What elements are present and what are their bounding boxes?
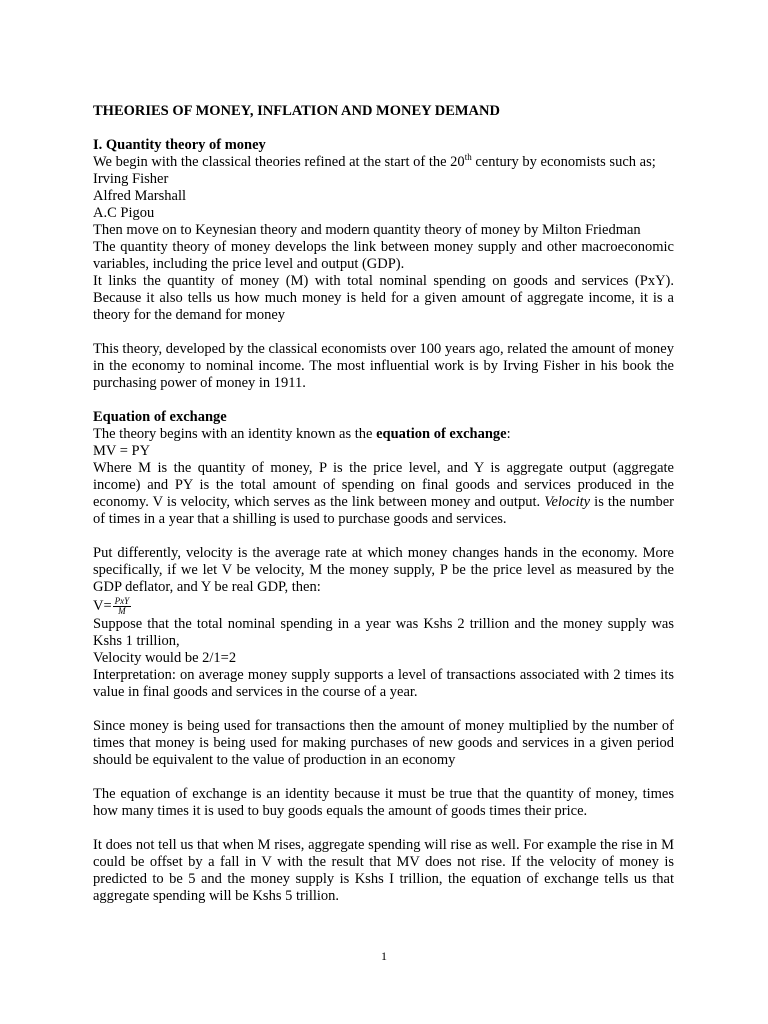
paragraph-links-quantity: It links the quantity of money (M) with total nominal spending on goods and services (PxY). Because it also tells us how much money is held for a given amount of aggregate income, it is a theory for the demand for money	[93, 273, 674, 323]
paragraph-put-differently: Put differently, velocity is the average rate at which money changes hands in the economy. More specifically, if we let V be velocity, M the money supply, P be the price level as measured by the GDP deflator, and Y be real GDP, then:	[93, 545, 674, 595]
velocity-formula: V= $\frac{\text{PxY}}{M}$	[93, 596, 130, 617]
economist-1: Irving Fisher	[93, 171, 169, 187]
document-body	[93, 103, 674, 905]
paragraph-classical: This theory, developed by the classical economists over 100 years ago, related the amount of money in the economy to nominal income. The most influential work is by Irving Fisher in his book the purchasing power of money in 1911.	[93, 341, 674, 391]
section-heading-equation-of-exchange: Equation of exchange	[93, 409, 227, 425]
paragraph-since: Since money is being used for transactions then the amount of money multiplied by the number of times that money is being used for making purchases of new goods and services in a given period should be equivalent to the value of production in an economy	[93, 718, 674, 768]
paragraph-where: Where M is the quantity of money, P is the price level, and Y is aggregate output (aggregate income) and PY is the total amount of spending on final goods and services produced in the economy. V is velocity, which serves as the link between money and output. Velocity is the number of times in a year that a shilling is used to purchase goods and services.	[93, 460, 674, 527]
economist-2: Alfred Marshall	[93, 188, 187, 204]
paragraph-link: The quantity theory of money develops the link between money supply and other macroeconomic variables, including the price level and output (GDP).	[93, 239, 674, 272]
paragraph-suppose: Suppose that the total nominal spending in a year was Kshs 2 trillion and the money supply was Kshs 1 trillion,	[93, 616, 674, 649]
document-title: THEORIES OF MONEY, INFLATION AND MONEY DEMAND	[93, 103, 500, 119]
paragraph-interpretation: Interpretation: on average money supply supports a level of transactions associated with 2 times its value in final goods and services in the course of a year.	[93, 667, 674, 700]
economist-3: A.C Pigou	[93, 205, 155, 221]
formula-fraction: $\frac{\text{PxY}}{M}$	[114, 596, 130, 617]
section-heading-quantity-theory: I. Quantity theory of money	[93, 137, 266, 153]
paragraph-identity-explained: The equation of exchange is an identity because it must be true that the quantity of money, times how many times it is used to buy goods equals the amount of goods times their price.	[93, 786, 674, 819]
page-number: 1	[381, 949, 387, 963]
paragraph-does-not: It does not tell us that when M rises, aggregate spending will rise as well. For example the rise in M could be offset by a fall in V with the result that MV does not rise. If the velocity of money is predicted to be 5 and the money supply is Kshs I trillion, the equation of exchange tells us that aggregate spending will be Kshs 5 trillion.	[93, 837, 674, 904]
intro-paragraph: We begin with the classical theories refined at the start of the 20th century by economists such as;	[93, 152, 656, 170]
paragraph-keynes: Then move on to Keynesian theory and modern quantity theory of money by Milton Friedman	[93, 222, 641, 238]
equation-mv-py: MV = PY	[93, 443, 151, 459]
paragraph-velocity-result: Velocity would be 2/1=2	[93, 650, 237, 666]
paragraph-identity: The theory begins with an identity known as the equation of exchange:	[93, 426, 511, 442]
